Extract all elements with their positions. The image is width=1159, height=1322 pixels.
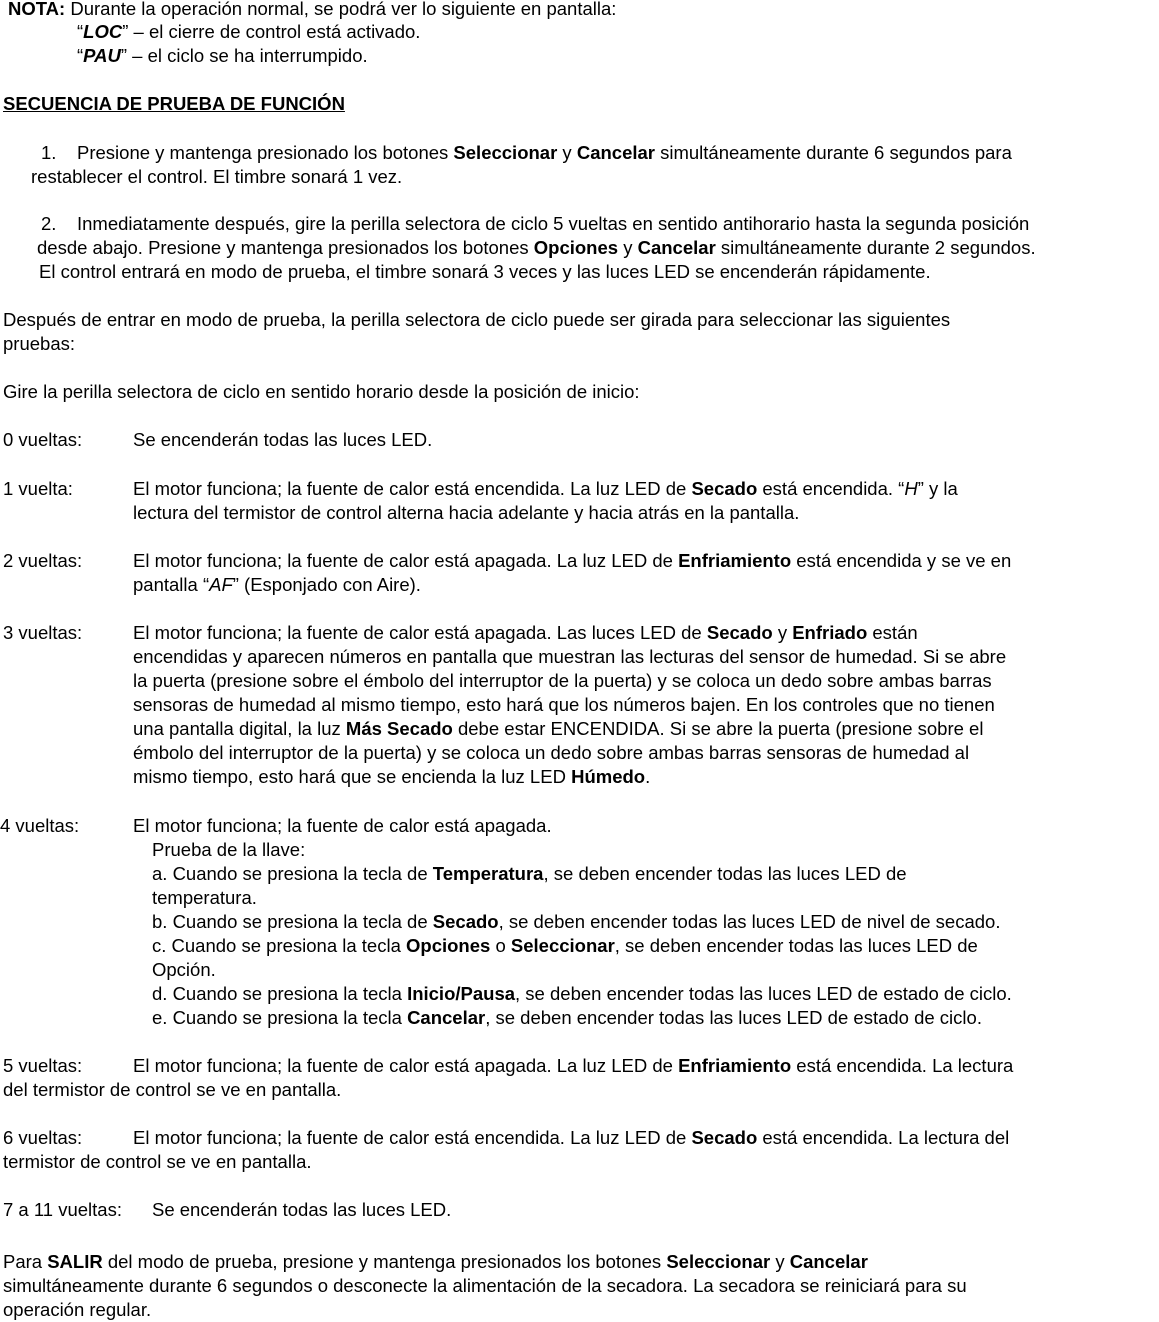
test2-label: 2 vueltas:	[3, 550, 83, 571]
step1-line2: restablecer el control. El timbre sonará 1 vez.	[31, 166, 403, 187]
test7-label: 7 a 11 vueltas:	[3, 1199, 122, 1220]
test3-label: 3 vueltas:	[3, 622, 83, 643]
test3-line7: mismo tiempo, esto hará que se encienda la luz LED Húmedo.	[133, 766, 651, 787]
test4-item-a: a. Cuando se presiona la tecla de Temperatura, se deben encender todas las luces LED de	[152, 863, 907, 884]
note-pau-line: “PAU” – el ciclo se ha interrumpido.	[77, 45, 368, 66]
test0-label: 0 vueltas:	[3, 429, 83, 450]
after-line2: pruebas:	[3, 333, 75, 354]
step2-line2: desde abajo. Presione y mantenga presionados los botones Opciones y Cancelar simultáneamente durante 2 segundos.	[37, 237, 1036, 258]
test5-label: 5 vueltas:	[3, 1055, 83, 1076]
test3-line1: El motor funciona; la fuente de calor está apagada. Las luces LED de Secado y Enfriado están	[133, 622, 918, 643]
note-label: NOTA:	[8, 0, 66, 19]
test4-item-c: c. Cuando se presiona la tecla Opciones o Seleccionar, se deben encender todas las luces LED de	[152, 935, 978, 956]
exit-line3: operación regular.	[3, 1299, 152, 1320]
rotate-instruction: Gire la perilla selectora de ciclo en sentido horario desde la posición de inicio:	[3, 381, 640, 402]
test6-line1: El motor funciona; la fuente de calor está encendida. La luz LED de Secado está encendida. La lectura del	[133, 1127, 1010, 1148]
test0-text: Se encenderán todas las luces LED.	[133, 429, 433, 450]
test6-label: 6 vueltas:	[3, 1127, 83, 1148]
step1-number: 1.	[41, 142, 57, 163]
note-loc-line: “LOC” – el cierre de control está activado.	[77, 21, 421, 42]
test1-line1: El motor funciona; la fuente de calor está encendida. La luz LED de Secado está encendida. “H” y la	[133, 478, 958, 499]
test2-line2: pantalla “AF” (Esponjado con Aire).	[133, 574, 421, 595]
step2-number: 2.	[41, 213, 57, 234]
exit-line2: simultáneamente durante 6 segundos o desconecte la alimentación de la secadora. La secadora se reiniciará para su	[3, 1275, 967, 1296]
step2-line1: Inmediatamente después, gire la perilla selectora de ciclo 5 vueltas en sentido antihorario hasta la segunda posición	[77, 213, 1030, 234]
test2-line1: El motor funciona; la fuente de calor está apagada. La luz LED de Enfriamiento está encendida y se ve en	[133, 550, 1012, 571]
test3-line4: sensoras de humedad al mismo tiempo, esto hará que los números bajen. En los controles que no tienen	[133, 694, 995, 715]
test5-line1: El motor funciona; la fuente de calor está apagada. La luz LED de Enfriamiento está encendida. La lectura	[133, 1055, 1014, 1076]
test1-label: 1 vuelta:	[3, 478, 73, 499]
exit-line1: Para SALIR del modo de prueba, presione y mantenga presionados los botones Seleccionar y Cancelar	[3, 1251, 868, 1272]
note-intro: Durante la operación normal, se podrá ver lo siguiente en pantalla:	[65, 0, 617, 19]
test4-item-b: b. Cuando se presiona la tecla de Secado, se deben encender todas las luces LED de nivel de secado.	[152, 911, 1001, 932]
after-line1: Después de entrar en modo de prueba, la perilla selectora de ciclo puede ser girada para seleccionar las siguientes	[3, 309, 951, 330]
step2-line3: El control entrará en modo de prueba, el timbre sonará 3 veces y las luces LED se encenderán rápidamente.	[39, 261, 931, 282]
test3-line6: émbolo del interruptor de la puerta) y se coloca un dedo sobre ambas barras sensoras de humedad al	[133, 742, 970, 763]
test3-line2: encendidas y aparecen números en pantalla que muestran las lecturas del sensor de humedad. Si se abre	[133, 646, 1007, 667]
test4-line1: El motor funciona; la fuente de calor está apagada.	[133, 815, 552, 836]
test3-line3: la puerta (presione sobre el émbolo del interruptor de la puerta) y se coloca un dedo sobre ambas barras	[133, 670, 992, 691]
test4-sub: Prueba de la llave:	[152, 839, 306, 860]
test6-line2: termistor de control se ve en pantalla.	[3, 1151, 312, 1172]
test4-item-e: e. Cuando se presiona la tecla Cancelar, se deben encender todas las luces LED de estado de ciclo.	[152, 1007, 982, 1028]
section-heading: SECUENCIA DE PRUEBA DE FUNCIÓN	[3, 93, 345, 114]
step1-line1: Presione y mantenga presionado los botones Seleccionar y Cancelar simultáneamente durante 6 segundos para	[77, 142, 1012, 163]
test4-item-d: d. Cuando se presiona la tecla Inicio/Pausa, se deben encender todas las luces LED de estado de ciclo.	[152, 983, 1012, 1004]
note-line	[8, 0, 616, 21]
test5-line2: del termistor de control se ve en pantalla.	[3, 1079, 342, 1100]
pau-code: PAU	[83, 45, 121, 66]
loc-code: LOC	[83, 21, 123, 42]
test4-item-c-cont: Opción.	[152, 959, 216, 980]
test3-line5: una pantalla digital, la luz Más Secado debe estar ENCENDIDA. Si se abre la puerta (presione sobre el	[133, 718, 984, 739]
test1-line2: lectura del termistor de control alterna hacia adelante y hacia atrás en la pantalla.	[133, 502, 800, 523]
test4-label: 4 vueltas:	[0, 815, 80, 836]
test7-text: Se encenderán todas las luces LED.	[152, 1199, 452, 1220]
test4-item-a-cont: temperatura.	[152, 887, 257, 908]
